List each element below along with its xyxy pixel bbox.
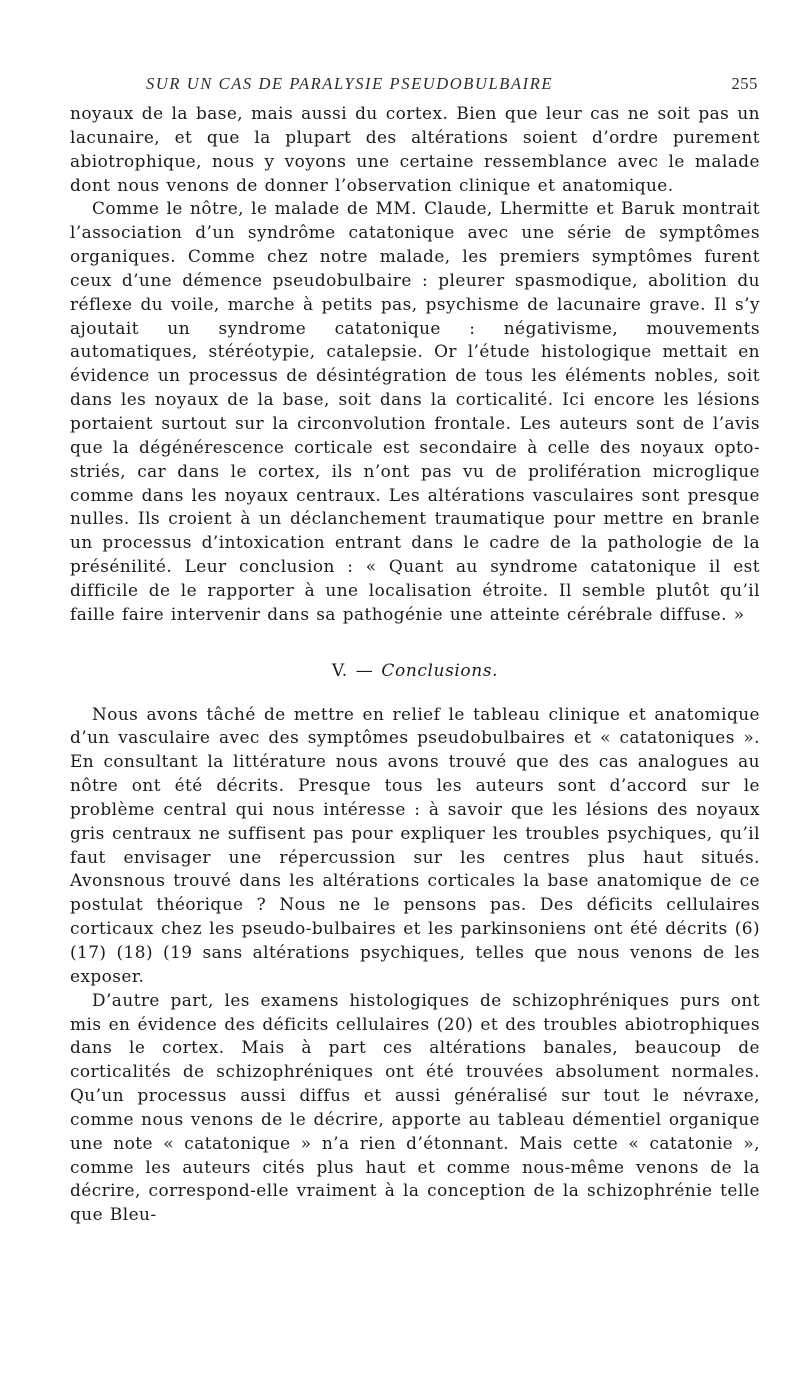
- running-head: [70, 66, 760, 102]
- paragraph-conclusions: Nous avons tâché de mettre en relief le tableau clinique et anatomique d’un vasculaire avec des symptômes pseudobulbaires et « catatoniques ». En consultant la littérature nous avons trouvé que des cas analogues au nôtre ont été décrits. Presque tous les auteurs sont d’accord sur le problème central qui nous intéresse : à savoir que les lésions des noyaux gris centraux ne suffisent pas pour expliquer les troubles psychiques, qu’il faut envisager une répercussion sur les centres plus haut situés. Avonsnous trouvé dans les altérations corticales la base anatomique de ce postulat théorique ? Nous ne le pensons pas. Des déficits cellulaires corticaux chez les pseudo-bulbaires et les parkinsoniens ont été décrits (6) (17) (18) (19 sans altérations psychiques, telles que nous venons de les exposer.: [70, 703, 760, 986]
- section-heading: [70, 661, 760, 681]
- page: [70, 66, 760, 1227]
- running-title: SUR UN CAS DE PARALYSIE PSEUDOBULBAIRE: [146, 74, 554, 93]
- page-number: 255: [731, 74, 758, 93]
- paragraph-claude-case: Comme le nôtre, le malade de MM. Claude, Lhermitte et Baruk montrait l’association d’un syndrôme catatonique avec une série de symptômes organiques. Comme chez notre malade, les premiers symptômes furent ceux d’une démence pseudobulbaire : pleurer spasmodique, abolition du réflexe du voile, marche à petits pas, psychisme de lacunaire grave. Il s’y ajoutait un syndrome catatonique : négativisme, mouvements automatiques, stéréotypie, catalepsie. Or l’étude histologique mettait en évidence un processus de désintégration de tous les éléments nobles, soit dans les noyaux de la base, soit dans la corticalité. Ici encore les lésions portaient surtout sur la circonvolution frontale. Les auteurs sont de l’avis que la dégénérescence corticale est secondaire à celle des noyaux opto-striés, car dans le cortex, ils n’ont pas vu de prolifération microglique comme dans les noyaux centraux. Les altérations vasculaires sont presque nulles. Ils croient à un déclanchement traumatique pour mettre en branle un processus d’intoxication entrant dans le cadre de la pathologie de la présénilité. Leur conclusion : « Quant au syndrome catatonique il est difficile de le rapporter à une localisation étroite. Il semble plutôt qu’il faille faire intervenir dans sa pathogénie une atteinte cérébrale diffuse. »: [70, 198, 760, 624]
- section-title: Conclusions.: [381, 660, 499, 681]
- paragraph-continued: noyaux de la base, mais aussi du cortex. Bien que leur cas ne soit pas un lacunaire, et que la plupart des altérations soient d’ordre purement abiotrophique, nous y voyons une certaine ressemblance avec le malade dont nous venons de donner l’observation clinique et anatomique.: [70, 103, 760, 195]
- section-number: V.: [331, 660, 348, 681]
- paragraph-schizophrenia: D’autre part, les examens histologiques de schizophréniques purs ont mis en évidence des déficits cellulaires (20) et des troubles abiotrophiques dans le cortex. Mais à part ces altérations banales, beaucoup de corticalités de schizophréniques ont été trouvées absolument normales. Qu’un processus aussi diffus et aussi généralisé sur tout le névraxe, comme nous venons de le décrire, apporte au tableau démentiel organique une note « catatonique » n’a rien d’étonnant. Mais cette « catatonie », comme les auteurs cités plus haut et comme nous-même venons de la décrire, correspond-elle vraiment à la conception de la schizophrénie telle que Bleu-: [70, 989, 760, 1225]
- section-dash: —: [355, 660, 374, 681]
- body-text: [70, 102, 760, 1227]
